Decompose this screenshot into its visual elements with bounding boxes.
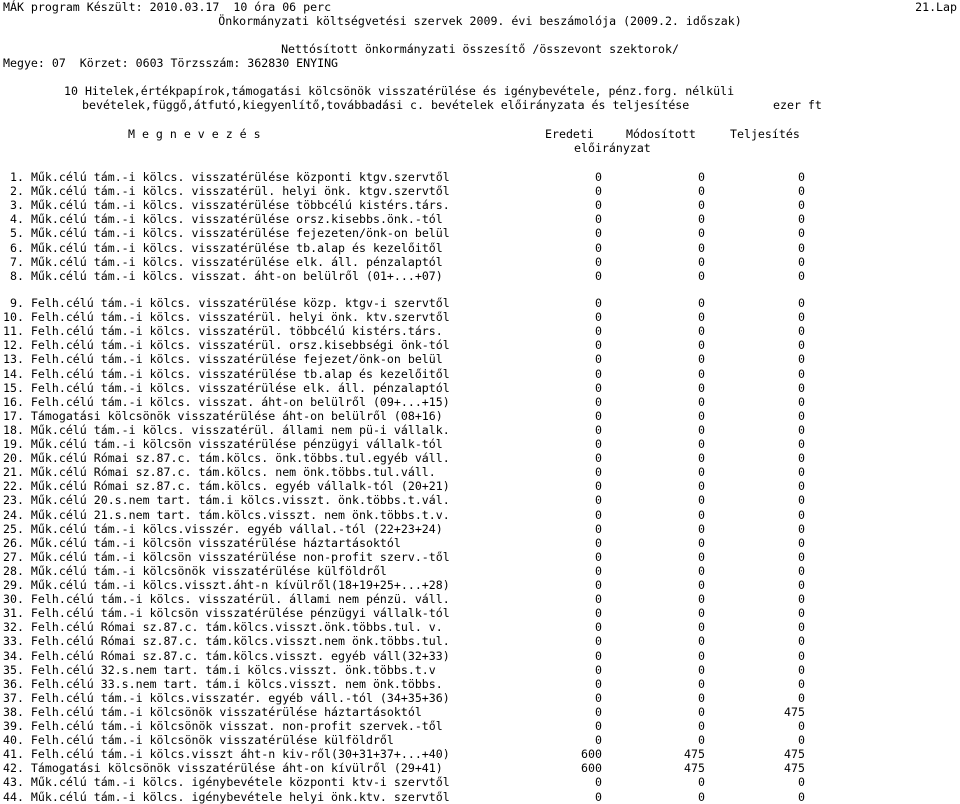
- row-label: 35. Felh.célú 32.s.nem tart. tám.i kölcs.visszt. önk.többs.t.v: [3, 662, 436, 677]
- cell-actual: 0: [798, 184, 805, 199]
- cell-modified: 0: [698, 226, 705, 241]
- cell-actual: 0: [798, 789, 805, 804]
- cell-original: 0: [595, 366, 602, 381]
- cell-original: 0: [595, 592, 602, 607]
- cell-modified: 0: [698, 507, 705, 522]
- column-header-original-sub: előirányzat: [574, 141, 651, 155]
- row-label: 17. Támogatási kölcsönök visszatérülése áht-on belülről (08+16): [3, 408, 443, 423]
- cell-modified: 0: [698, 676, 705, 691]
- row-label: 23. Műk.célú 20.s.nem tart. tám.i kölcs.visszt. önk.többs.t.vál.: [3, 493, 450, 508]
- cell-modified: 0: [698, 493, 705, 508]
- row-label: 43. Műk.célú tám.-i kölcs. igénybevétele központi ktv-i szervtől: [3, 775, 450, 790]
- row-label: 29. Műk.célú tám.-i kölcs.visszt.áht-n kívülről(18+19+25+...+28): [3, 578, 450, 592]
- cell-original: 600: [581, 747, 602, 762]
- report-subtitle: Nettósított önkormányzati összesítő /összevont szektorok/: [281, 42, 679, 56]
- row-label: 5. Műk.célú tám.-i kölcs. visszatérülése fejezeten/önk-on belül: [10, 226, 450, 241]
- cell-actual: 0: [798, 733, 805, 748]
- cell-modified: 0: [698, 578, 705, 592]
- cell-original: 0: [595, 422, 602, 437]
- cell-modified: 0: [698, 366, 705, 381]
- cell-modified: 0: [698, 563, 705, 578]
- cell-original: 0: [595, 465, 602, 480]
- row-label: 13. Felh.célú tám.-i kölcs. visszatérülése fejezet/önk-on belül: [3, 352, 443, 367]
- cell-original: 600: [581, 761, 602, 776]
- cell-actual: 0: [798, 719, 805, 733]
- cell-original: 0: [595, 634, 602, 649]
- cell-original: 0: [595, 648, 602, 663]
- cell-original: 0: [595, 549, 602, 564]
- cell-modified: 0: [698, 549, 705, 564]
- cell-actual: 0: [798, 324, 805, 339]
- cell-original: 0: [595, 437, 602, 451]
- cell-original: 0: [595, 324, 602, 339]
- row-label: 21. Műk.célú Római sz.87.c. tám.kölcs. nem önk.többs.tul.váll.: [3, 465, 436, 480]
- cell-actual: 0: [798, 775, 805, 790]
- cell-original: 0: [595, 704, 602, 719]
- row-label: 40. Felh.célú tám.-i kölcsönök visszatérülése külföldről: [3, 733, 394, 748]
- cell-modified: 0: [698, 521, 705, 536]
- cell-original: 0: [595, 676, 602, 691]
- cell-original: 0: [595, 254, 602, 269]
- row-label: 27. Műk.célú tám.-i kölcsön visszatérülése non-profit szerv.-től: [3, 549, 450, 564]
- cell-modified: 0: [698, 719, 705, 733]
- row-label: 1. Műk.célú tám.-i kölcs. visszatérülése központi ktgv.szervtől: [10, 170, 450, 184]
- row-label: 30. Felh.célú tám.-i kölcs. visszatérül. állami nem pénzü. váll.: [3, 592, 450, 607]
- cell-modified: 0: [698, 704, 705, 719]
- cell-original: 0: [595, 606, 602, 621]
- column-header-name: M e g n e v e z é s: [128, 127, 261, 141]
- row-label: 8. Műk.célú tám.-i kölcs. visszat. áht-on belülről (01+...+07): [10, 268, 443, 283]
- cell-actual: 0: [798, 606, 805, 621]
- cell-actual: 0: [798, 268, 805, 283]
- cell-actual: 0: [798, 380, 805, 395]
- program-info: MÁK program Készült: 2010.03.17 10 óra 06 perc: [3, 0, 332, 14]
- row-label: 38. Felh.célú tám.-i kölcsönök visszatérülése háztartásoktól: [3, 704, 422, 719]
- cell-actual: 475: [784, 704, 805, 719]
- cell-actual: 0: [798, 240, 805, 255]
- row-label: 7. Műk.célú tám.-i kölcs. visszatérülése elk. áll. pénzalaptól: [10, 254, 443, 269]
- row-label: 24. Műk.célú 21.s.nem tart. tám.kölcs.visszt. nem önk.többs.t.v.: [3, 507, 450, 522]
- cell-actual: 0: [798, 310, 805, 325]
- row-label: 31. Felh.célú tám.-i kölcsön visszatérülése pénzügyi vállalk-tól: [3, 606, 450, 621]
- cell-original: 0: [595, 451, 602, 466]
- cell-modified: 0: [698, 437, 705, 451]
- cell-modified: 0: [698, 170, 705, 184]
- cell-actual: 475: [784, 761, 805, 776]
- cell-actual: 0: [798, 394, 805, 409]
- cell-original: 0: [595, 170, 602, 184]
- cell-actual: 0: [798, 549, 805, 564]
- column-header-modified: Módosított: [626, 127, 696, 141]
- cell-modified: 475: [684, 747, 705, 762]
- cell-modified: 0: [698, 606, 705, 621]
- cell-original: 0: [595, 578, 602, 592]
- cell-original: 0: [595, 226, 602, 241]
- cell-original: 0: [595, 198, 602, 213]
- report-title: Önkormányzati költségvetési szervek 2009. évi beszámolója (2009.2. időszak): [218, 14, 742, 28]
- location-info: Megye: 07 Körzet: 0603 Törzsszám: 362830 ENYING: [3, 56, 339, 70]
- cell-modified: 0: [698, 535, 705, 550]
- cell-modified: 0: [698, 620, 705, 635]
- section-title-line2: bevételek,függő,átfutó,kiegyenlítő,továbbadási c. bevételek előirányzata és teljesítése: [82, 98, 690, 112]
- row-label: 37. Felh.célú tám.-i kölcs.visszatér. egyéb váll.-tól (34+35+36): [3, 690, 450, 705]
- cell-modified: 475: [684, 761, 705, 776]
- cell-original: 0: [595, 733, 602, 748]
- row-label: 11. Felh.célú tám.-i kölcs. visszatérül. többcélú kistérs.társ.: [3, 324, 443, 339]
- cell-original: 0: [595, 296, 602, 310]
- cell-modified: 0: [698, 240, 705, 255]
- cell-original: 0: [595, 620, 602, 635]
- cell-actual: 0: [798, 676, 805, 691]
- cell-modified: 0: [698, 662, 705, 677]
- row-label: 34. Felh.célú Római sz.87.c. tám.kölcs.visszt. egyéb váll(32+33): [3, 648, 450, 663]
- cell-original: 0: [595, 338, 602, 353]
- cell-original: 0: [595, 521, 602, 536]
- cell-original: 0: [595, 212, 602, 227]
- cell-original: 0: [595, 535, 602, 550]
- cell-original: 0: [595, 775, 602, 790]
- row-label: 15. Felh.célú tám.-i kölcs. visszatérülése elk. áll. pénzalaptól: [3, 380, 450, 395]
- row-label: 16. Felh.célú tám.-i kölcs. visszat. áht-on belülről (09+...+15): [3, 394, 450, 409]
- cell-modified: 0: [698, 352, 705, 367]
- row-label: 36. Felh.célú 33.s.nem tart. tám.i kölcs.visszt. nem önk.többs.: [3, 676, 443, 691]
- cell-original: 0: [595, 493, 602, 508]
- cell-actual: 0: [798, 507, 805, 522]
- row-label: 28. Műk.célú tám.-i kölcsönök visszatérülése külföldről: [3, 563, 387, 578]
- row-label: 2. Műk.célú tám.-i kölcs. visszatérül. helyi önk. ktgv.szervtől: [10, 184, 450, 199]
- cell-actual: 0: [798, 212, 805, 227]
- cell-actual: 0: [798, 226, 805, 241]
- row-label: 33. Felh.célú Római sz.87.c. tám.kölcs.visszt.nem önk.többs.tul.: [3, 634, 450, 649]
- cell-actual: 0: [798, 578, 805, 592]
- row-label: 32. Felh.célú Római sz.87.c. tám.kölcs.visszt.önk.többs.tul. v.: [3, 620, 443, 635]
- row-label: 20. Műk.célú Római sz.87.c. tám.kölcs. önk.többs.tul.egyéb váll.: [3, 451, 450, 466]
- cell-original: 0: [595, 719, 602, 733]
- cell-modified: 0: [698, 408, 705, 423]
- row-label: 22. Műk.célú Római sz.87.c. tám.kölcs. egyéb vállalk-tól (20+21): [3, 479, 450, 494]
- cell-modified: 0: [698, 254, 705, 269]
- cell-original: 0: [595, 268, 602, 283]
- cell-actual: 475: [784, 747, 805, 762]
- cell-modified: 0: [698, 648, 705, 663]
- column-header-actual: Teljesítés: [730, 127, 800, 141]
- cell-modified: 0: [698, 451, 705, 466]
- row-label: 9. Felh.célú tám.-i kölcs. visszatérülése közp. ktgv-i szervtől: [10, 296, 450, 310]
- cell-actual: 0: [798, 296, 805, 310]
- cell-actual: 0: [798, 254, 805, 269]
- cell-original: 0: [595, 394, 602, 409]
- cell-actual: 0: [798, 493, 805, 508]
- cell-actual: 0: [798, 690, 805, 705]
- row-label: 26. Műk.célú tám.-i kölcsön visszatérülése háztartásoktól: [3, 535, 401, 550]
- row-label: 12. Felh.célú tám.-i kölcs. visszatérül. orsz.kisebbségi önk-tól: [3, 338, 450, 353]
- cell-actual: 0: [798, 662, 805, 677]
- cell-actual: 0: [798, 465, 805, 480]
- cell-modified: 0: [698, 394, 705, 409]
- cell-original: 0: [595, 380, 602, 395]
- cell-actual: 0: [798, 634, 805, 649]
- cell-original: 0: [595, 240, 602, 255]
- cell-actual: 0: [798, 352, 805, 367]
- row-label: 44. Műk.célú tám.-i kölcs. igénybevétele helyi önk.ktv. szervtől: [3, 789, 450, 804]
- row-label: 18. Műk.célú tám.-i kölcs. visszatérül. állami nem pü-i vállalk.: [3, 422, 450, 437]
- row-label: 39. Felh.célú tám.-i kölcsönök visszat. non-profit szervek.-től: [3, 719, 443, 733]
- row-label: 19. Műk.célú tám.-i kölcsön visszatérülése pénzügyi vállalk-tól: [3, 437, 443, 451]
- cell-actual: 0: [798, 437, 805, 451]
- cell-modified: 0: [698, 465, 705, 480]
- cell-original: 0: [595, 563, 602, 578]
- cell-modified: 0: [698, 733, 705, 748]
- cell-actual: 0: [798, 198, 805, 213]
- cell-original: 0: [595, 408, 602, 423]
- row-label: 42. Támogatási kölcsönök visszatérülése áht-on kívülről (29+41): [3, 761, 443, 776]
- cell-actual: 0: [798, 170, 805, 184]
- cell-actual: 0: [798, 648, 805, 663]
- cell-original: 0: [595, 789, 602, 804]
- cell-actual: 0: [798, 479, 805, 494]
- cell-original: 0: [595, 352, 602, 367]
- cell-actual: 0: [798, 338, 805, 353]
- cell-actual: 0: [798, 366, 805, 381]
- row-label: 4. Műk.célú tám.-i kölcs. visszatérülése orsz.kisebbs.önk.-tól: [10, 212, 443, 227]
- row-label: 6. Műk.célú tám.-i kölcs. visszatérülése tb.alap és kezelőitől: [10, 240, 443, 255]
- cell-modified: 0: [698, 338, 705, 353]
- page-number: 21.Lap: [915, 0, 957, 14]
- cell-modified: 0: [698, 690, 705, 705]
- cell-modified: 0: [698, 634, 705, 649]
- cell-actual: 0: [798, 408, 805, 423]
- cell-modified: 0: [698, 212, 705, 227]
- cell-original: 0: [595, 184, 602, 199]
- cell-original: 0: [595, 310, 602, 325]
- cell-modified: 0: [698, 789, 705, 804]
- section-title-line1: 10 Hitelek,értékpapírok,támogatási kölcsönök visszatérülése és igénybevétele, pénz.forg. nélküli: [64, 84, 735, 98]
- row-label: 25. Műk.célú tám.-i kölcs.visszér. egyéb vállal.-tól (22+23+24): [3, 521, 443, 536]
- cell-actual: 0: [798, 535, 805, 550]
- cell-modified: 0: [698, 479, 705, 494]
- cell-original: 0: [595, 690, 602, 705]
- cell-actual: 0: [798, 620, 805, 635]
- cell-actual: 0: [798, 592, 805, 607]
- cell-actual: 0: [798, 422, 805, 437]
- column-header-original: Eredeti: [545, 127, 594, 141]
- cell-modified: 0: [698, 268, 705, 283]
- unit-label: ezer ft: [773, 98, 822, 112]
- cell-actual: 0: [798, 521, 805, 536]
- cell-modified: 0: [698, 380, 705, 395]
- cell-modified: 0: [698, 775, 705, 790]
- cell-actual: 0: [798, 451, 805, 466]
- cell-modified: 0: [698, 184, 705, 199]
- cell-modified: 0: [698, 422, 705, 437]
- cell-modified: 0: [698, 310, 705, 325]
- cell-modified: 0: [698, 324, 705, 339]
- cell-modified: 0: [698, 296, 705, 310]
- cell-original: 0: [595, 662, 602, 677]
- cell-original: 0: [595, 507, 602, 522]
- cell-modified: 0: [698, 198, 705, 213]
- row-label: 41. Felh.célú tám.-i kölcs.visszt áht-n kiv-ről(30+31+37+...+40): [3, 747, 450, 762]
- cell-modified: 0: [698, 592, 705, 607]
- row-label: 10. Felh.célú tám.-i kölcs. visszatérül. helyi önk. ktv.szervtől: [3, 310, 450, 325]
- cell-actual: 0: [798, 563, 805, 578]
- row-label: 14. Felh.célú tám.-i kölcs. visszatérülése tb.alap és kezelőitől: [3, 366, 450, 381]
- cell-original: 0: [595, 479, 602, 494]
- row-label: 3. Műk.célú tám.-i kölcs. visszatérülése többcélú kistérs.társ.: [10, 198, 450, 213]
